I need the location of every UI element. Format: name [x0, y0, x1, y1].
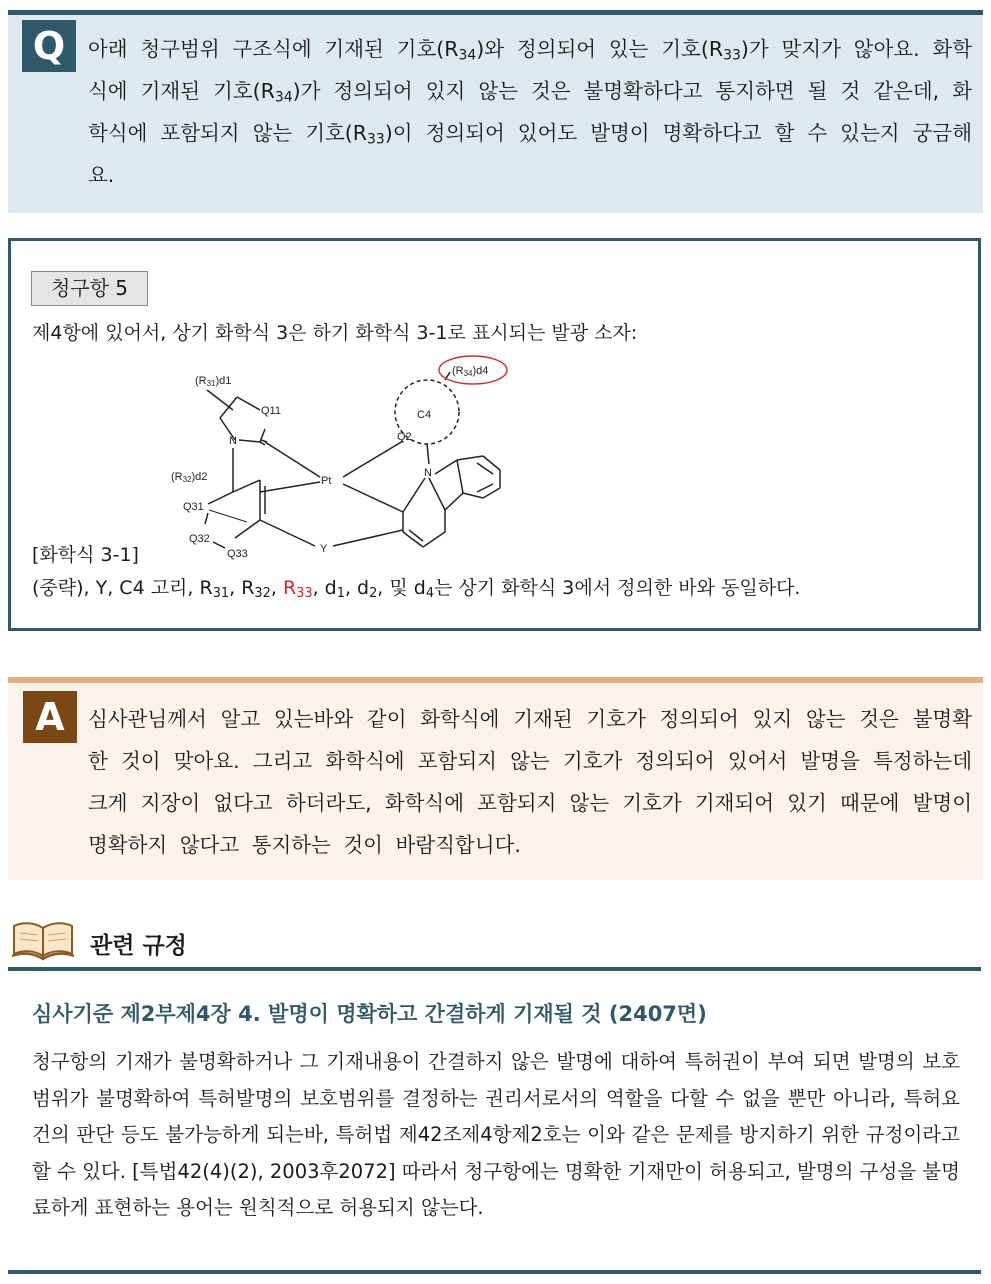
svg-text:N: N [229, 435, 237, 447]
divider-bottom [8, 1270, 981, 1274]
question-text: 아래 청구범위 구조식에 기재된 기호$(R_{34})$와 정의되어 있는 기호$(R_{33})$가 맞지가 않아요. 화학식에 기재된 기호$(R_{34})$가 정의되어 있지 않는 것은 불명확하다고 통지하면 될 것 같은데, 화학식에 포함되지 않는 기호$(R_{33})$이 정의되어 있어도 발명이 명확하다고 할 수 있는지 궁금해요. [88, 37, 973, 187]
svg-text:(R34)d4: (R34)d4 [452, 365, 489, 378]
book-icon [10, 920, 76, 962]
formula-note: (중략), Y, C4 고리, $R_{31}$, $R_{32}$, $R_{33}$, $d_1$, $d_2$, 및 $d_4$는 상기 화학식 3에서 정의한 바와 동일하다. [32, 577, 801, 602]
claim-line: 제4항에 있어서, 상기 화학식 3은 하기 화학식 3-1로 표시되는 발광 소자: [32, 322, 638, 344]
answer-badge: A [23, 691, 77, 743]
chemical-structure-diagram [165, 352, 525, 567]
svg-text:Q31: Q31 [183, 501, 204, 513]
svg-text:(R31)d1: (R31)d1 [195, 375, 232, 388]
standard-title: 심사기준 제2부제4장 4. 발명이 명확하고 간결하게 기재될 것 (2407면) [32, 1002, 707, 1026]
svg-text:(R32)d2: (R32)d2 [171, 471, 208, 484]
svg-text:Q33: Q33 [227, 548, 248, 560]
answer-text: 심사관님께서 알고 있는바와 같이 화학식에 기재된 기호가 정의되어 있지 않는 것은 불명확한 것이 맞아요. 그리고 화학식에 포함되지 않는 기호가 정의되어 있어서 발명을 특정하는데 크게 지장이 없다고 하더라도, 화학식에 포함되지 않는 기호가 기재되어 있기 때문에 발명이 명확하지 않다고 통지하는 것이 바람직합니다. [88, 707, 972, 857]
svg-text:Y: Y [320, 543, 328, 555]
related-heading: 관련 규정 [90, 933, 187, 959]
svg-text:Q32: Q32 [189, 533, 210, 545]
divider-top [8, 967, 981, 971]
claim-tag: 청구항 5 [31, 271, 148, 306]
svg-text:Q11: Q11 [261, 405, 281, 417]
standard-text: 청구항의 기재가 불명확하거나 그 기재내용이 간결하지 않은 발명에 대하여 특허권이 부여 되면 발명의 보호범위가 불명확하여 특허발명의 보호범위를 결정하는 권리서로서의 역할을 다할 수 없을 뿐만 아니라, 특허요건의 판단 등도 불가능하게 되는바, 특허법 제42조제4항제2호는 이와 같은 문제를 방지하기 위한 규정이라고 할 수 있다. [특법42(4)(2), 2003후2072] 따라서 청구항에는 명확한 기재만이 허용되고, 발명의 구성을 불명료하게 표현하는 용어는 원칙적으로 허용되지 않는다. [32, 1050, 960, 1219]
svg-text:C4: C4 [417, 409, 432, 421]
question-badge: Q [22, 20, 76, 72]
formula-label: [화학식 3-1] [32, 544, 139, 566]
svg-text:Pt: Pt [321, 475, 332, 487]
svg-text:Q2: Q2 [397, 431, 412, 443]
svg-text:N: N [424, 467, 432, 479]
r33-highlight: $R_{33}$ [282, 577, 313, 602]
